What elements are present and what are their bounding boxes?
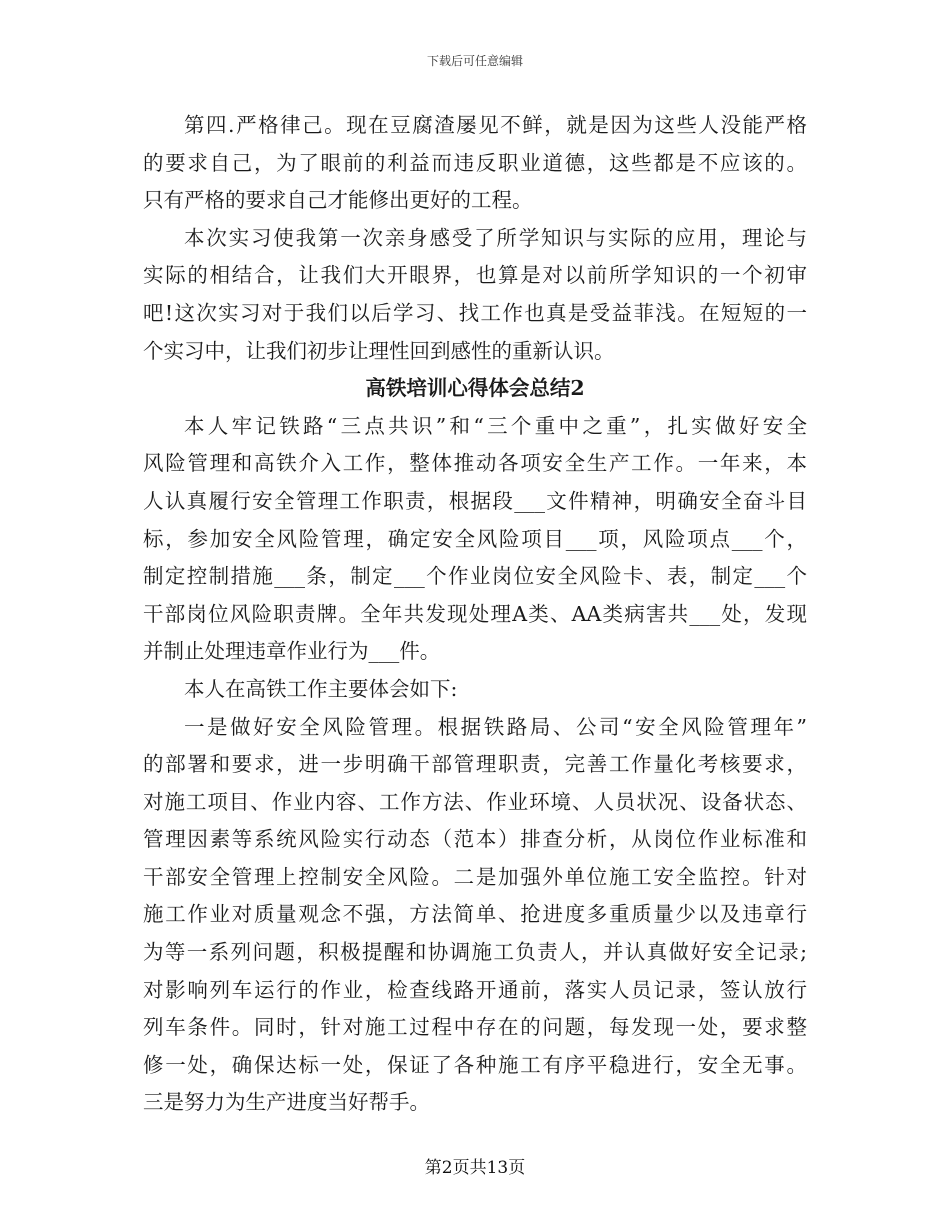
text-line: 本人在高铁工作主要体会如下: [184, 676, 458, 701]
text-line: 列车条件。同时，针对施工过程中存在的问题，每发现一处，要求整 [143, 1015, 807, 1040]
paragraph [143, 408, 807, 671]
text-line: 标，参加安全风险管理，确定安全风险项目___项，风险项点___个， [143, 526, 807, 551]
text-line: 施工作业对质量观念不强，方法简单、抢进度多重质量少以及违章行 [143, 902, 807, 927]
text-line: 实际的相结合，让我们大开眼界，也算是对以前所学知识的一个初审 [143, 263, 807, 288]
page-header: 下载后可任意编辑 [426, 54, 523, 68]
section-heading: 高铁培训心得体会总结2 [365, 376, 585, 401]
text-line: 为等一系列问题，积极提醒和协调施工负责人，并认真做好安全记录; [143, 940, 807, 965]
text-line: 对施工项目、作业内容、工作方法、作业环境、人员状况、设备状态、 [143, 789, 807, 814]
paragraph [143, 220, 807, 370]
text-line: 本次实习使我第一次亲身感受了所学知识与实际的应用，理论与 [184, 225, 807, 250]
paragraph [143, 671, 807, 709]
text-line: 对影响列车运行的作业，检查线路开通前，落实人员记录，签认放行 [143, 977, 807, 1002]
text-line: 风险管理和高铁介入工作，整体推动各项安全生产工作。一年来，本 [143, 451, 807, 476]
text-line: 修一处，确保达标一处，保证了各种施工有序平稳进行，安全无事。 [143, 1052, 807, 1077]
paragraph [143, 709, 807, 1123]
text-line: 一是做好安全风险管理。根据铁路局、公司“安全风险管理年” [184, 714, 807, 739]
text-line: 个实习中，让我们初步让理性回到感性的重新认识。 [143, 338, 615, 363]
text-line: 干部安全管理上控制安全风险。二是加强外单位施工安全监控。针对 [143, 864, 807, 889]
document-body [143, 107, 807, 1122]
text-line: 的部署和要求，进一步明确干部管理职责，完善工作量化考核要求， [143, 752, 807, 777]
page-number: 第2页共13页 [424, 1158, 526, 1178]
text-line: 人认真履行安全管理工作职责，根据段___文件精神，明确安全奋斗目 [143, 488, 807, 513]
paragraph [143, 107, 807, 220]
text-line: 本人牢记铁路“三点共识”和“三个重中之重”，扎实做好安全 [184, 413, 807, 438]
text-line: 并制止处理违章作业行为___件。 [143, 639, 441, 664]
text-line: 干部岗位风险职责牌。全年共发现处理A类、AA类病害共___处，发现 [143, 601, 807, 626]
text-line: 三是努力为生产进度当好帮手。 [143, 1090, 430, 1115]
text-line: 吧!这次实习对于我们以后学习、找工作也真是受益菲浅。在短短的一 [143, 300, 807, 325]
text-line: 的要求自己，为了眼前的利益而违反职业道德，这些都是不应该的。 [143, 150, 807, 175]
text-line: 只有严格的要求自己才能修出更好的工程。 [143, 188, 533, 213]
text-line: 制定控制措施___条，制定___个作业岗位安全风险卡、表，制定___个 [143, 564, 807, 589]
text-line: 管理因素等系统风险实行动态（范本）排查分析，从岗位作业标准和 [143, 827, 807, 852]
text-line: 第四.严格律己。现在豆腐渣屡见不鲜，就是因为这些人没能严格 [184, 113, 807, 137]
